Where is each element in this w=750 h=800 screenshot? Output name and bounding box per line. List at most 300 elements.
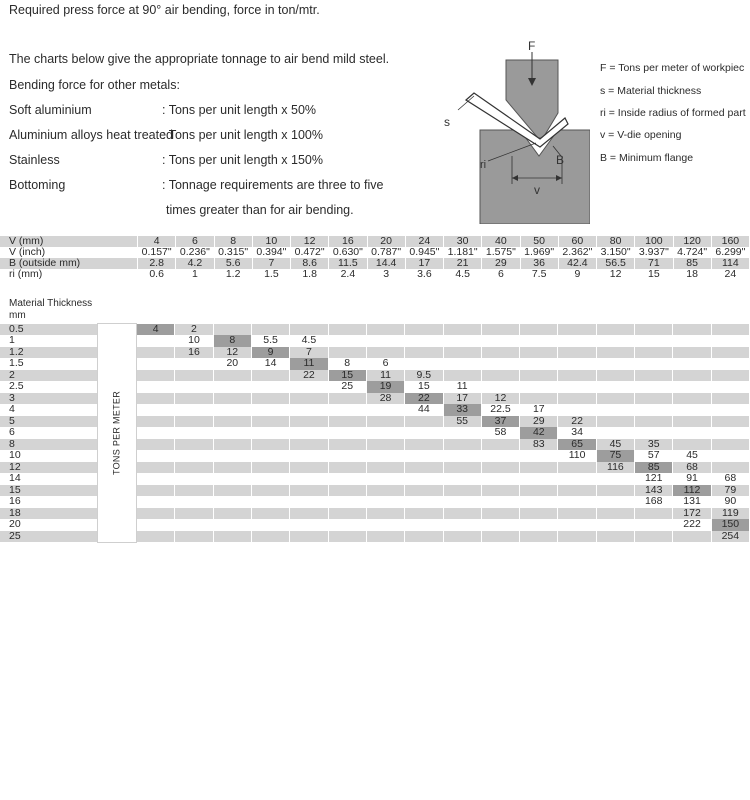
diagram-label-F: F xyxy=(528,39,536,53)
tonnage-cell xyxy=(213,439,251,451)
metal-name-aluminium-alloys: Aluminium alloys heat treated xyxy=(9,128,173,142)
tonnage-cell xyxy=(520,347,558,359)
tonnage-cell xyxy=(137,531,175,543)
dimension-cell: 0.157" xyxy=(138,247,176,258)
tonnage-cell xyxy=(520,508,558,520)
tonnage-cell: 112 xyxy=(673,485,711,497)
metal-name-stainless: Stainless xyxy=(9,153,60,167)
tonnage-cell xyxy=(635,358,673,370)
tonnage-cell xyxy=(481,439,519,451)
tonnage-cell: 11 xyxy=(366,370,404,382)
tonnage-cell xyxy=(558,473,596,485)
dimension-row-label: B (outside mm) xyxy=(0,258,138,269)
thickness-label: 18 xyxy=(0,508,98,520)
material-thickness-unit: mm xyxy=(9,310,26,321)
tonnage-cell xyxy=(405,462,443,474)
tonnage-cell xyxy=(673,381,711,393)
legend-v: v = V-die opening xyxy=(600,129,682,141)
tonnage-cell xyxy=(443,324,481,336)
tonnage-cell xyxy=(175,531,213,543)
tonnage-table xyxy=(0,323,750,543)
tonnage-cell xyxy=(711,439,749,451)
dimension-cell: 14.4 xyxy=(367,258,405,269)
thickness-label: 6 xyxy=(0,427,98,439)
dimension-cell: 0.394" xyxy=(252,247,290,258)
air-bending-diagram xyxy=(440,38,590,224)
tonnage-cell xyxy=(290,462,328,474)
tonnage-cell xyxy=(481,358,519,370)
tonnage-cell xyxy=(405,496,443,508)
dimension-cell: 0.6 xyxy=(138,269,176,280)
tonnage-cell xyxy=(673,358,711,370)
tonnage-cell xyxy=(328,404,366,416)
tonnage-cell xyxy=(481,335,519,347)
tonnage-cell xyxy=(290,485,328,497)
tonnage-cell xyxy=(251,531,289,543)
tonnage-cell xyxy=(558,324,596,336)
tonnage-cell xyxy=(520,358,558,370)
intro-line-2: Bending force for other metals: xyxy=(9,78,180,92)
tonnage-cell: 85 xyxy=(635,462,673,474)
tonnage-cell: 22 xyxy=(405,393,443,405)
tonnage-cell: 45 xyxy=(596,439,634,451)
tonnage-cell xyxy=(137,393,175,405)
tonnage-cell xyxy=(405,347,443,359)
tonnage-cell xyxy=(596,393,634,405)
tonnage-cell: 4.5 xyxy=(290,335,328,347)
tonnage-cell: 19 xyxy=(366,381,404,393)
tonnage-cell xyxy=(328,393,366,405)
tonnage-cell: 90 xyxy=(711,496,749,508)
dimension-cell: 3.6 xyxy=(405,269,443,280)
tonnage-cell xyxy=(481,485,519,497)
tonnage-cell xyxy=(673,347,711,359)
tonnage-cell xyxy=(290,404,328,416)
tonnage-cell: 14 xyxy=(251,358,289,370)
dimension-cell: 2.4 xyxy=(329,269,367,280)
tonnage-cell: 119 xyxy=(711,508,749,520)
tonnage-cell xyxy=(443,335,481,347)
tonnage-cell xyxy=(558,381,596,393)
tonnage-cell xyxy=(635,404,673,416)
tonnage-cell xyxy=(175,381,213,393)
tonnage-cell xyxy=(596,531,634,543)
tonnage-cell xyxy=(596,347,634,359)
tonnage-cell xyxy=(635,531,673,543)
dimension-row xyxy=(0,258,750,269)
tonnage-cell xyxy=(558,508,596,520)
tonnage-cell xyxy=(175,508,213,520)
dimension-cell: 1.8 xyxy=(291,269,329,280)
tonnage-cell: 15 xyxy=(405,381,443,393)
tonnage-cell xyxy=(251,427,289,439)
tonnage-cell: 79 xyxy=(711,485,749,497)
tonnage-cell xyxy=(596,427,634,439)
tonnage-row xyxy=(0,324,750,336)
tonnage-cell xyxy=(213,519,251,531)
thickness-label: 25 xyxy=(0,531,98,543)
tonnage-cell xyxy=(596,485,634,497)
tonnage-cell xyxy=(213,416,251,428)
tonnage-cell xyxy=(366,531,404,543)
tonnage-cell xyxy=(673,335,711,347)
dimension-cell: 11.5 xyxy=(329,258,367,269)
tonnage-cell xyxy=(481,473,519,485)
tonnage-cell xyxy=(328,462,366,474)
dimension-cell: 17 xyxy=(405,258,443,269)
dimension-cell: 6 xyxy=(482,269,520,280)
tonnage-cell xyxy=(175,370,213,382)
tonnage-cell xyxy=(711,427,749,439)
tonnage-cell xyxy=(137,508,175,520)
tonnage-cell xyxy=(635,335,673,347)
tonnage-cell xyxy=(366,439,404,451)
tonnage-cell xyxy=(596,404,634,416)
tonnage-cell xyxy=(175,404,213,416)
thickness-label: 5 xyxy=(0,416,98,428)
tonnage-cell xyxy=(596,519,634,531)
thickness-label: 8 xyxy=(0,439,98,451)
tonnage-cell xyxy=(290,496,328,508)
tonnage-cell xyxy=(328,416,366,428)
tonnage-cell xyxy=(596,496,634,508)
thickness-label: 1.5 xyxy=(0,358,98,370)
tonnage-cell xyxy=(366,485,404,497)
tonnage-cell: 68 xyxy=(711,473,749,485)
dimension-cell: 12 xyxy=(597,269,635,280)
tonnage-cell xyxy=(596,335,634,347)
diagram-label-s: s xyxy=(444,115,450,129)
dimension-cell: 60 xyxy=(558,236,596,247)
tonnage-cell xyxy=(137,347,175,359)
tonnage-cell xyxy=(251,439,289,451)
tonnage-cell xyxy=(175,473,213,485)
tonnage-cell: 29 xyxy=(520,416,558,428)
tonnage-cell xyxy=(328,324,366,336)
metal-rule-aluminium-alloys: : Tons per unit length x 100% xyxy=(162,128,323,142)
tonnage-cell xyxy=(137,381,175,393)
tonnage-cell xyxy=(405,324,443,336)
tonnage-cell xyxy=(290,416,328,428)
tonnage-cell xyxy=(290,519,328,531)
dimension-cell: 10 xyxy=(252,236,290,247)
dimension-cell: 1.5 xyxy=(252,269,290,280)
tonnage-cell xyxy=(213,496,251,508)
tonnage-cell xyxy=(711,450,749,462)
dimension-row-label: V (mm) xyxy=(0,236,138,247)
tonnage-cell xyxy=(213,370,251,382)
tonnage-cell xyxy=(366,335,404,347)
tonnage-cell: 22 xyxy=(558,416,596,428)
tonnage-cell xyxy=(711,416,749,428)
tonnage-cell: 44 xyxy=(405,404,443,416)
tonnage-cell xyxy=(251,416,289,428)
dimension-cell: 0.787" xyxy=(367,247,405,258)
tonnage-cell: 68 xyxy=(673,462,711,474)
tonnage-cell xyxy=(481,531,519,543)
tonnage-cell xyxy=(405,473,443,485)
tonnage-cell: 28 xyxy=(366,393,404,405)
tonnage-cell xyxy=(711,324,749,336)
tonnage-cell xyxy=(213,508,251,520)
dimension-cell: 29 xyxy=(482,258,520,269)
tonnage-cell: 11 xyxy=(443,381,481,393)
tonnage-cell xyxy=(175,485,213,497)
dimension-cell: 0.472" xyxy=(291,247,329,258)
tonnage-cell xyxy=(137,439,175,451)
tonnage-cell: 9.5 xyxy=(405,370,443,382)
dimension-cell: 9 xyxy=(558,269,596,280)
tonnage-cell xyxy=(558,485,596,497)
tonnage-cell xyxy=(366,496,404,508)
tonnage-cell xyxy=(366,508,404,520)
tonnage-cell xyxy=(558,370,596,382)
legend-F: F = Tons per meter of workpiec xyxy=(600,62,745,74)
tonnage-cell: 10 xyxy=(175,335,213,347)
tonnage-cell xyxy=(137,519,175,531)
tonnage-cell xyxy=(673,427,711,439)
tonnage-cell xyxy=(558,496,596,508)
tonnage-cell xyxy=(328,508,366,520)
tonnage-cell xyxy=(251,381,289,393)
thickness-label: 2 xyxy=(0,370,98,382)
tonnage-cell xyxy=(328,496,366,508)
tonnage-cell xyxy=(405,485,443,497)
tonnage-cell xyxy=(673,393,711,405)
dimension-cell: 24 xyxy=(711,269,749,280)
tonnage-cell xyxy=(328,335,366,347)
tonnage-cell: 37 xyxy=(481,416,519,428)
tonnage-cell xyxy=(366,427,404,439)
tonnage-cell xyxy=(137,450,175,462)
tonnage-cell xyxy=(213,450,251,462)
tonnage-cell xyxy=(520,324,558,336)
diagram-label-B: B xyxy=(556,153,565,167)
tonnage-cell: 5.5 xyxy=(251,335,289,347)
tonnage-cell: 34 xyxy=(558,427,596,439)
tonnage-cell xyxy=(366,324,404,336)
dimension-cell: 7.5 xyxy=(520,269,558,280)
tonnage-cell xyxy=(443,347,481,359)
tonnage-cell xyxy=(405,335,443,347)
tonnage-cell xyxy=(596,416,634,428)
dimension-cell: 4 xyxy=(138,236,176,247)
tonnage-cell xyxy=(443,439,481,451)
thickness-label: 10 xyxy=(0,450,98,462)
dimension-cell: 36 xyxy=(520,258,558,269)
tonnage-cell xyxy=(328,485,366,497)
tonnage-cell xyxy=(366,450,404,462)
tonnage-cell xyxy=(137,370,175,382)
tonnage-cell: 110 xyxy=(558,450,596,462)
tonnage-cell: 254 xyxy=(711,531,749,543)
tonnage-cell xyxy=(520,462,558,474)
thickness-label: 3 xyxy=(0,393,98,405)
tonnage-cell: 12 xyxy=(481,393,519,405)
tonnage-cell xyxy=(251,473,289,485)
dimension-cell: 12 xyxy=(291,236,329,247)
tonnage-cell: 8 xyxy=(328,358,366,370)
tonnage-cell xyxy=(596,473,634,485)
thickness-label: 2.5 xyxy=(0,381,98,393)
dimension-cell: 0.315" xyxy=(214,247,252,258)
dimension-cell: 21 xyxy=(444,258,482,269)
tonnage-cell xyxy=(405,427,443,439)
dimension-cell: 30 xyxy=(444,236,482,247)
tonnage-cell xyxy=(137,473,175,485)
tonnage-cell xyxy=(481,450,519,462)
tonnage-cell xyxy=(673,324,711,336)
tonnage-cell xyxy=(558,347,596,359)
tonnage-cell xyxy=(520,531,558,543)
metal-rule-bottoming: : Tonnage requirements are three to five xyxy=(162,178,384,192)
dimension-cell: 4.2 xyxy=(176,258,214,269)
tonnage-cell xyxy=(405,358,443,370)
tonnage-cell: 222 xyxy=(673,519,711,531)
dimension-cell: 24 xyxy=(405,236,443,247)
tonnage-cell xyxy=(137,335,175,347)
tonnage-cell xyxy=(175,519,213,531)
legend-ri: ri = Inside radius of formed part xyxy=(600,107,746,119)
dimension-cell: 1.575" xyxy=(482,247,520,258)
tonnage-cell xyxy=(635,347,673,359)
tonnage-cell: 6 xyxy=(366,358,404,370)
tonnage-cell xyxy=(137,496,175,508)
tonnage-cell xyxy=(175,450,213,462)
tonnage-cell: 83 xyxy=(520,439,558,451)
diagram-label-v: v xyxy=(534,183,540,197)
tonnage-cell xyxy=(520,450,558,462)
tonnage-cell xyxy=(213,427,251,439)
thickness-label: 12 xyxy=(0,462,98,474)
tonnage-cell: 25 xyxy=(328,381,366,393)
thickness-label: 0.5 xyxy=(0,324,98,336)
dimension-cell: 120 xyxy=(673,236,711,247)
tonnage-cell xyxy=(405,508,443,520)
tonnage-cell xyxy=(405,519,443,531)
material-thickness-label: Material Thickness xyxy=(9,298,93,309)
dimension-cell: 15 xyxy=(635,269,673,280)
tonnage-cell xyxy=(635,416,673,428)
tonnage-cell xyxy=(673,370,711,382)
tonnage-cell xyxy=(213,473,251,485)
die-dimension-table xyxy=(0,236,750,280)
tonnage-cell xyxy=(137,416,175,428)
thickness-label: 20 xyxy=(0,519,98,531)
tonnage-cell xyxy=(673,416,711,428)
tonnage-cell xyxy=(596,508,634,520)
tonnage-cell xyxy=(596,324,634,336)
dimension-cell: 18 xyxy=(673,269,711,280)
tonnage-cell xyxy=(711,358,749,370)
tonnage-cell xyxy=(635,427,673,439)
dimension-cell: 0.630" xyxy=(329,247,367,258)
tonnage-cell xyxy=(137,427,175,439)
tonnage-cell: 168 xyxy=(635,496,673,508)
tonnage-cell: 22.5 xyxy=(481,404,519,416)
tons-per-meter-axis xyxy=(98,324,137,543)
dimension-cell: 1.2 xyxy=(214,269,252,280)
tonnage-cell xyxy=(635,370,673,382)
tonnage-cell: 58 xyxy=(481,427,519,439)
tonnage-cell: 57 xyxy=(635,450,673,462)
metal-rule-stainless: : Tons per unit length x 150% xyxy=(162,153,323,167)
tonnage-cell xyxy=(175,393,213,405)
tonnage-cell xyxy=(251,404,289,416)
tonnage-cell xyxy=(673,404,711,416)
tonnage-cell xyxy=(213,531,251,543)
legend-B: B = Minimum flange xyxy=(600,152,694,164)
tonnage-cell: 17 xyxy=(520,404,558,416)
tonnage-cell xyxy=(175,439,213,451)
tons-per-meter-axis-label: TONS PER METER xyxy=(111,390,122,475)
dimension-cell: 1 xyxy=(176,269,214,280)
tonnage-cell xyxy=(175,416,213,428)
dimension-cell: 1.969" xyxy=(520,247,558,258)
tonnage-cell: 2 xyxy=(175,324,213,336)
tonnage-cell: 42 xyxy=(520,427,558,439)
tonnage-cell xyxy=(443,485,481,497)
dimension-cell: 100 xyxy=(635,236,673,247)
tonnage-cell xyxy=(635,393,673,405)
tonnage-cell xyxy=(251,370,289,382)
tonnage-cell: 12 xyxy=(213,347,251,359)
tonnage-cell xyxy=(443,531,481,543)
tonnage-cell xyxy=(481,324,519,336)
tonnage-cell xyxy=(520,485,558,497)
tonnage-cell xyxy=(558,335,596,347)
dimension-cell: 3.150" xyxy=(597,247,635,258)
tonnage-cell xyxy=(290,381,328,393)
dimension-cell: 4.5 xyxy=(444,269,482,280)
dimension-cell: 16 xyxy=(329,236,367,247)
thickness-label: 16 xyxy=(0,496,98,508)
tonnage-cell: 16 xyxy=(175,347,213,359)
tonnage-cell: 75 xyxy=(596,450,634,462)
dimension-cell: 56.5 xyxy=(597,258,635,269)
dimension-cell: 4.724" xyxy=(673,247,711,258)
tonnage-cell xyxy=(251,508,289,520)
tonnage-cell xyxy=(213,485,251,497)
dimension-row-label: V (inch) xyxy=(0,247,138,258)
tonnage-cell xyxy=(366,404,404,416)
tonnage-cell xyxy=(137,358,175,370)
tonnage-cell xyxy=(366,519,404,531)
tonnage-cell xyxy=(328,439,366,451)
tonnage-cell xyxy=(443,427,481,439)
tonnage-cell xyxy=(558,531,596,543)
tonnage-cell: 22 xyxy=(290,370,328,382)
tonnage-cell xyxy=(558,358,596,370)
tonnage-cell: 4 xyxy=(137,324,175,336)
tonnage-cell xyxy=(481,347,519,359)
tonnage-cell xyxy=(251,496,289,508)
dimension-cell: 8.6 xyxy=(291,258,329,269)
tonnage-cell xyxy=(328,427,366,439)
tonnage-cell xyxy=(711,347,749,359)
tonnage-cell xyxy=(137,404,175,416)
tonnage-cell xyxy=(443,358,481,370)
tonnage-cell xyxy=(520,335,558,347)
tonnage-cell xyxy=(558,462,596,474)
tonnage-cell xyxy=(443,450,481,462)
tonnage-cell xyxy=(137,485,175,497)
tonnage-cell: 45 xyxy=(673,450,711,462)
tonnage-cell xyxy=(711,335,749,347)
intro-line-1: The charts below give the appropriate tonnage to air bend mild steel. xyxy=(9,52,390,66)
tonnage-cell: 65 xyxy=(558,439,596,451)
dimension-cell: 114 xyxy=(711,258,749,269)
